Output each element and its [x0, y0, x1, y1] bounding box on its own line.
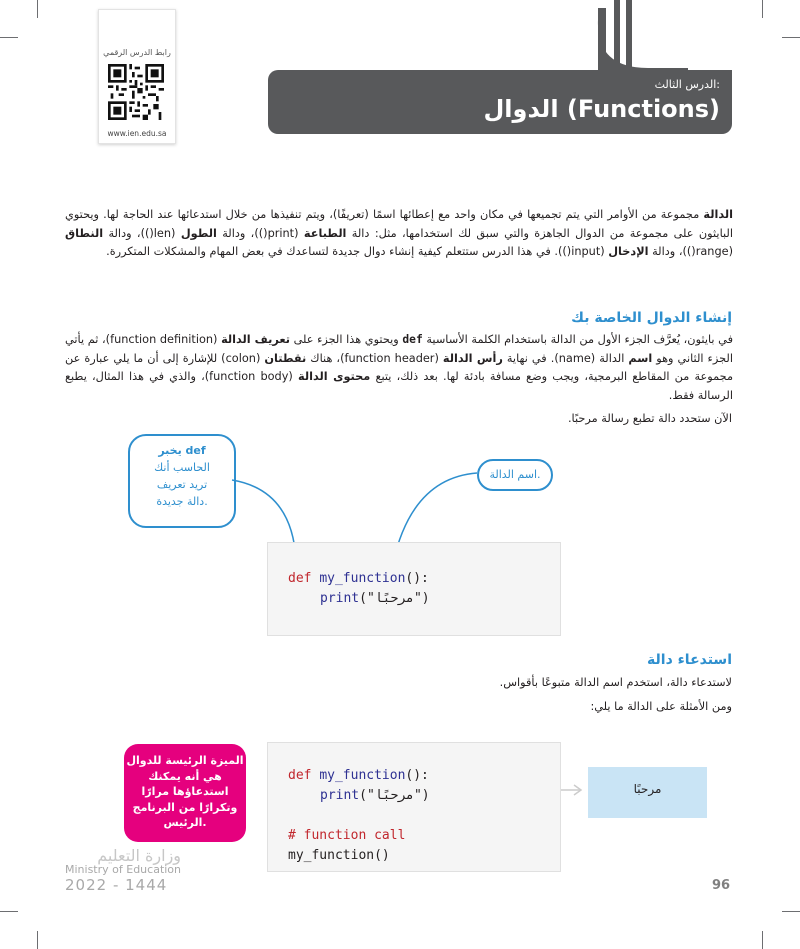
ministry-logo: [65, 846, 181, 894]
term-function: الدالة: [703, 208, 733, 221]
function-name-callout: اسم الدالة.: [477, 459, 553, 491]
code-example-define: [267, 542, 561, 636]
section-heading-create-functions: إنشاء الدوال الخاصة بك: [571, 310, 732, 326]
qr-url[interactable]: www.ien.edu.sa: [107, 129, 167, 138]
crop-mark: [782, 911, 800, 912]
crop-mark: [37, 931, 38, 949]
code-line-def: def my_function():: [288, 571, 429, 586]
call-line-1: لاستدعاء دالة، استخدم اسم الدالة متبوعًا بأقواس.: [499, 676, 732, 689]
page-number: 96: [712, 878, 731, 893]
crop-mark: [782, 37, 800, 38]
crop-mark: [762, 0, 763, 18]
lesson-title: الدوال (Functions): [483, 95, 720, 123]
edition-year: 2022 - 1444: [65, 876, 168, 894]
ministry-name-ar: وزارة التعليم: [97, 846, 182, 865]
crop-mark: [37, 0, 38, 18]
code-line-def: def my_function():: [288, 768, 429, 783]
def-callout: يخبر def الحاسب أنك تريد تعريف دالة جديدة.: [128, 434, 236, 528]
lesson-title-banner: [268, 70, 732, 134]
code-line-print: print("مرحبًا"): [320, 788, 430, 803]
qr-code-icon: [108, 64, 164, 120]
section-heading-call-function: استدعاء دالة: [647, 652, 732, 668]
ministry-name-en: Ministry of Education: [65, 863, 182, 876]
qr-label: رابط الدرس الرقمي: [103, 48, 171, 57]
key-feature-note: الميزة الرئيسة للدوال هي أنه يمكنك استدعاؤها مرارًا وتكرارًا من البرنامج الرئيس.: [124, 744, 246, 842]
crop-mark: [0, 37, 18, 38]
crop-mark: [0, 911, 18, 912]
code-line-print: print("مرحبًا"): [320, 591, 430, 606]
lesson-number-label: الدرس الثالث:: [654, 78, 720, 91]
code-line-call: my_function(): [288, 848, 390, 863]
banner-hanger-graphic: [578, 0, 688, 72]
code-line-comment: # function call: [288, 828, 406, 843]
call-line-2: ومن الأمثلة على الدالة ما يلي:: [590, 700, 732, 713]
qr-card[interactable]: [98, 9, 176, 144]
section1-paragraph: في بايثون، يُعرَّف الجزء الأول من الدالة باستخدام الكلمة الأساسية def ويحتوي هذا الجزء على تعريف الدالة (function definition)، ثم يأتي الجزء الثاني وهو اسم الدالة (name). في نهاية رأس الدالة (function header)، هناك نقطتان (colon) للإشارة إلى أن ما يلي عبارة عن مجموعة من المقاطع البرمجية، ويجب وضع مسافة بادئة لها. بعد ذلك، يتبع محتوى الدالة (function body)، والذي في هذا المثال، يطبع الرسالة فقط.: [65, 333, 734, 403]
program-output: مرحبًا: [588, 767, 707, 818]
now-define-line: الآن ستحدد دالة تطبع رسالة مرحبًا.: [567, 412, 732, 425]
def-keyword: def: [402, 333, 423, 346]
crop-mark: [762, 931, 763, 949]
intro-paragraph: الدالة مجموعة من الأوامر التي يتم تجميعها في مكان واحد مع إعطائها اسمًا (تعريفًا)، ويتم تنفيذها من خلال استدعائها عند الحاجة لها. ويحتوي البايثون على مجموعة من الدوال الجاهزة والتي سبق لك استخدامها، مثل: دالة الطباعة (print())، ودالة الطول (len())، ودالة النطاق (range())، ودالة الإدخال (input()). في هذا الدرس ستتعلم كيفية إنشاء دوال جديدة لتساعدك في بعض المهام والمشكلات المتكررة.: [65, 208, 733, 259]
code-example-call: [267, 742, 561, 872]
